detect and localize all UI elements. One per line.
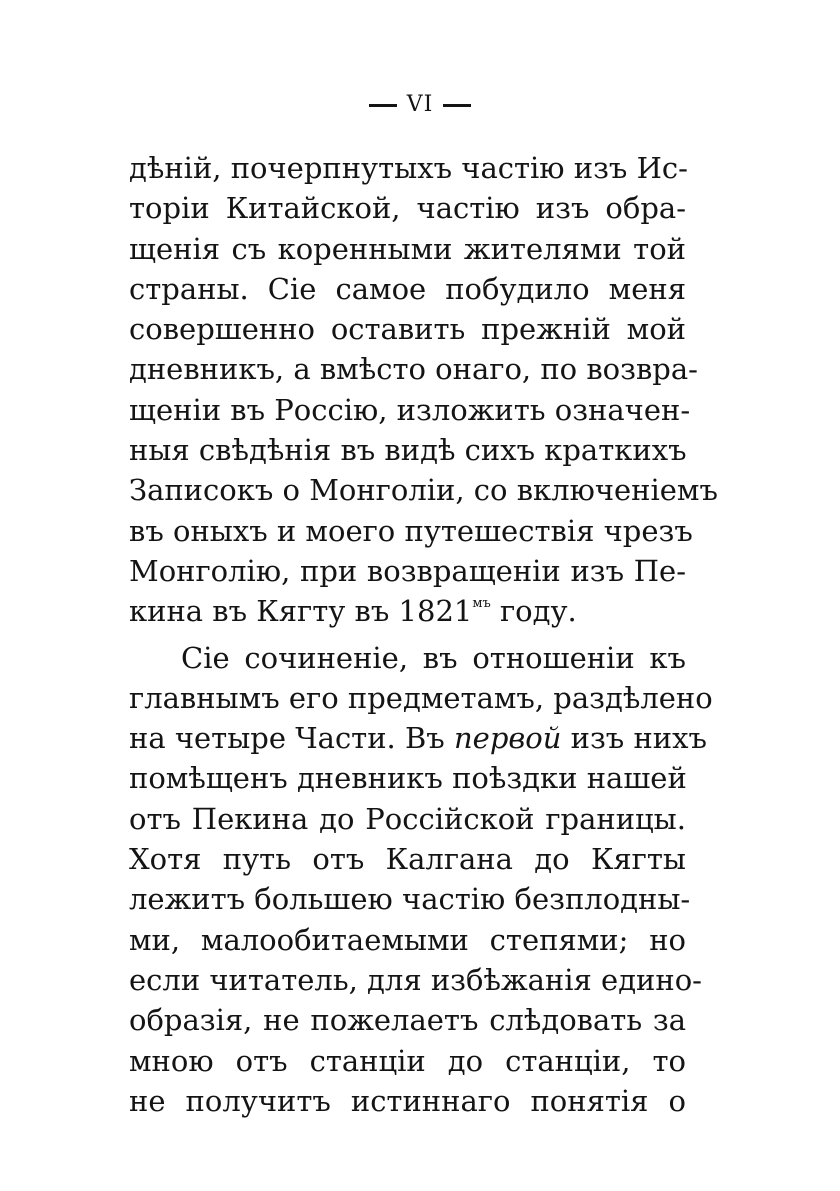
text-line: Записокъ о Монголіи, со включеніемъ: [129, 473, 718, 508]
text-line: главнымъ его предметамъ, раздѣлено: [129, 680, 713, 715]
page-header: [0, 92, 840, 117]
paragraph-2: [129, 638, 713, 1122]
text-line: мною отъ станціи до станціи, то: [129, 1043, 686, 1078]
paragraph-1: [129, 148, 718, 632]
text-line: въ оныхъ и моего путешествія чрезъ: [129, 513, 693, 548]
text-segment: кина въ Кягту въ 1821: [129, 594, 473, 629]
text-line: совершенно оставить прежній мой: [129, 312, 686, 347]
body-text: [129, 148, 718, 1121]
text-line-indented: Сіе сочиненіе, въ отношеніи къ: [181, 640, 686, 675]
text-line: Монголію, при возвращеніи изъ Пе-: [129, 553, 686, 588]
text-line-last: [129, 591, 686, 631]
text-segment: году.: [490, 594, 577, 629]
header-dash-right: [443, 104, 471, 107]
text-line: не получитъ истиннаго понятія о: [129, 1083, 686, 1118]
text-line: торіи Китайской, частію изъ обра-: [129, 191, 686, 226]
text-segment: на четыре Части. Въ: [129, 721, 454, 756]
text-segment: изъ нихъ: [561, 721, 707, 756]
text-line: если читатель, для избѣжанія едино-: [129, 962, 702, 997]
text-line: дѣній, почерпнутыхъ частію изъ Ис-: [129, 151, 688, 185]
italic-word: первой: [453, 721, 562, 756]
text-line: [129, 718, 707, 758]
text-line: дневникъ, а вмѣсто онаго, по возвра-: [129, 352, 698, 387]
ordinal-suffix: мъ: [472, 596, 491, 612]
text-line: ныя свѣдѣнія въ видѣ сихъ краткихъ: [129, 433, 687, 468]
text-line: страны. Сіе самое побудило меня: [129, 271, 686, 306]
text-line: ми, малообитаемыми степями; но: [129, 922, 686, 957]
text-line: Хотя путь отъ Калгана до Кягты: [129, 842, 686, 877]
text-line: щенія съ коренными жителями той: [129, 231, 686, 266]
text-line: отъ Пекина до Россійской границы.: [129, 801, 686, 836]
page-number: VI: [406, 92, 434, 117]
text-line: лежитъ большею частію безплодны-: [129, 882, 691, 917]
text-line: щеніи въ Россію, изложить означен-: [129, 392, 691, 427]
text-line: помѣщенъ дневникъ поѣздки нашей: [129, 761, 687, 796]
header-dash-left: [369, 104, 397, 107]
text-line: образія, не пожелаетъ слѣдовать за: [129, 1003, 686, 1038]
